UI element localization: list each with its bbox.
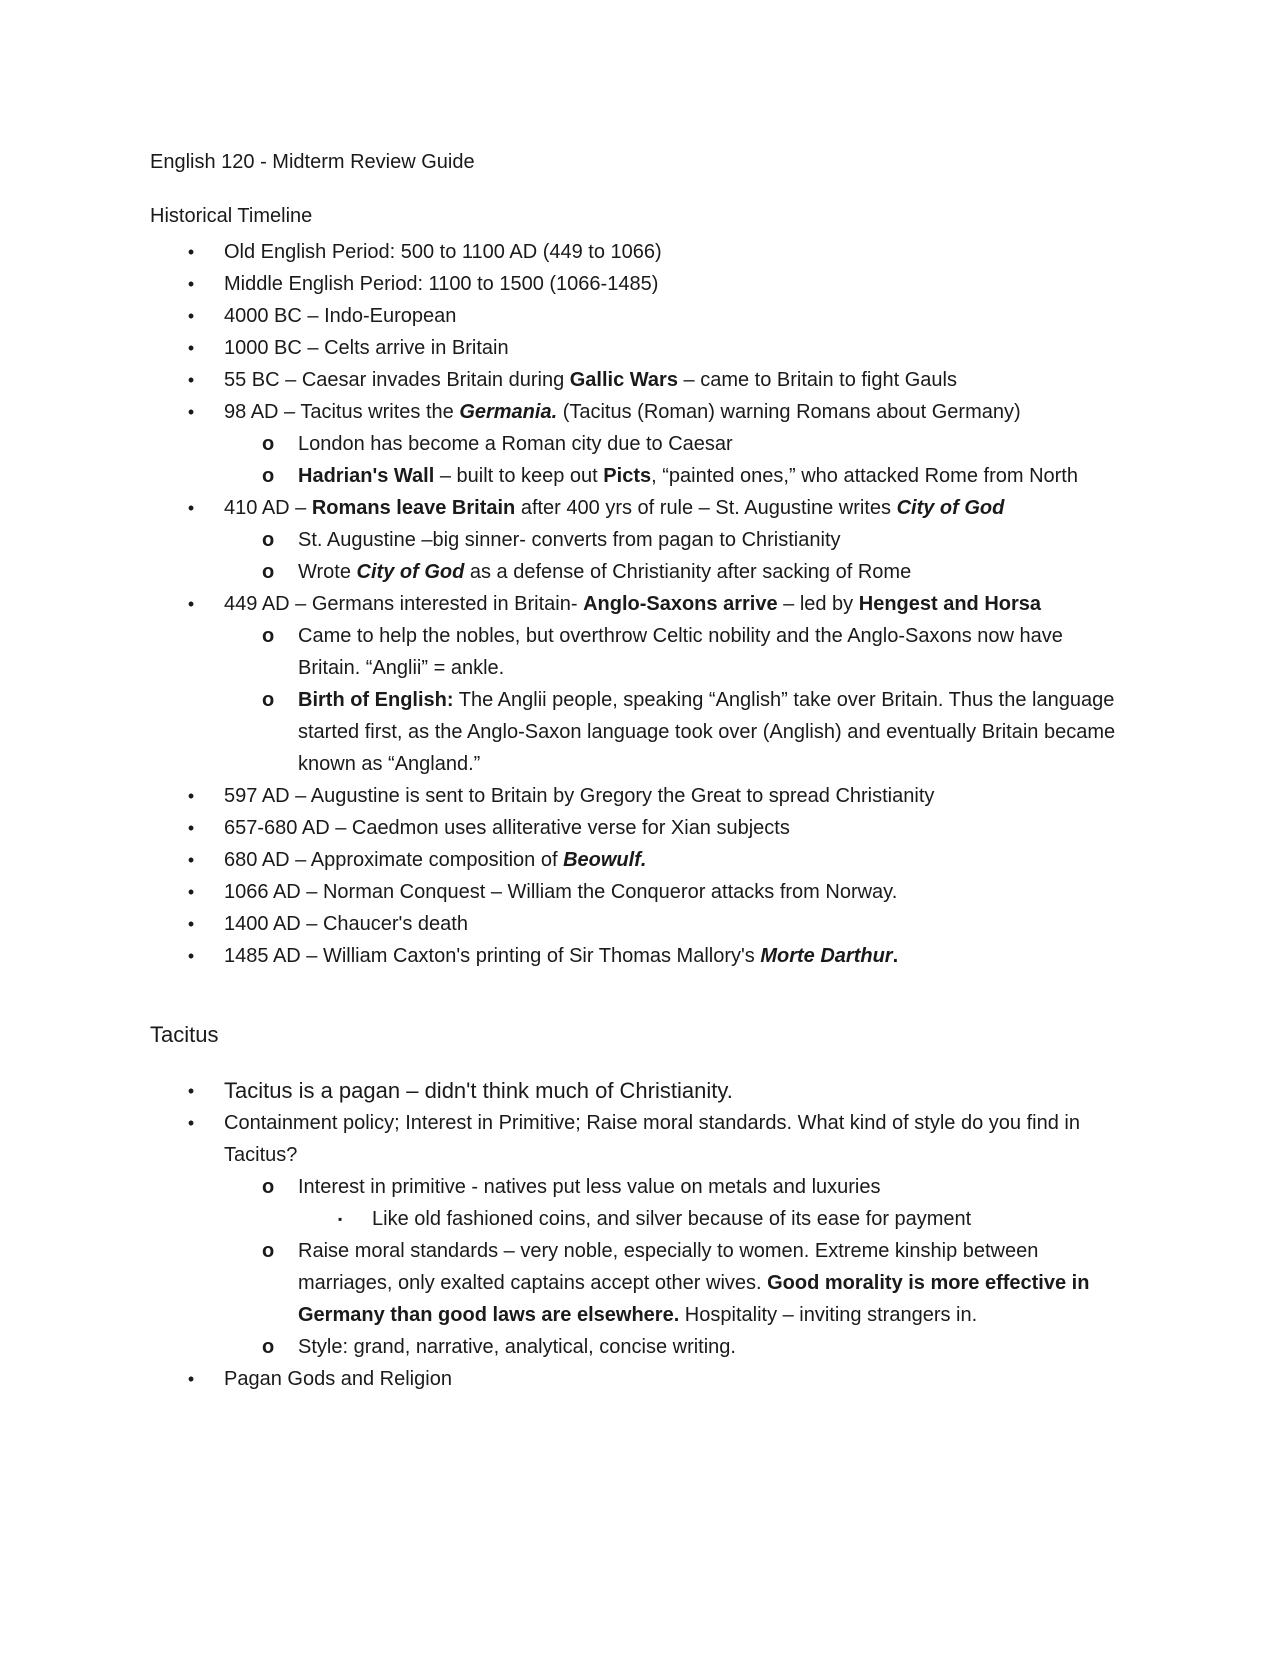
list-item: o Interest in primitive - natives put less value on metals and luxuries ▪ Like old fashioned coins, and silver because of its ease for payment bbox=[224, 1171, 1130, 1235]
sub-list bbox=[224, 524, 1130, 588]
bullet-icon: • bbox=[187, 306, 195, 326]
list-item: • 680 AD – Approximate composition of Beowulf. bbox=[150, 844, 1130, 876]
list-item: • 1485 AD – William Caxton's printing of Sir Thomas Mallory's Morte Darthur. bbox=[150, 940, 1130, 972]
list-item: • 55 BC – Caesar invades Britain during Gallic Wars – came to Britain to fight Gauls bbox=[150, 364, 1130, 396]
square-bullet-icon: ▪ bbox=[338, 1212, 343, 1226]
circle-bullet-icon: o bbox=[262, 625, 275, 647]
bullet-icon: • bbox=[187, 786, 195, 806]
list-item: • Middle English Period: 1100 to 1500 (1066-1485) bbox=[150, 268, 1130, 300]
list-item: o London has become a Roman city due to Caesar bbox=[224, 428, 1130, 460]
list-item: • Pagan Gods and Religion bbox=[150, 1363, 1130, 1395]
bullet-icon: • bbox=[187, 370, 195, 390]
section-heading-historical-timeline: Historical Timeline bbox=[150, 205, 313, 227]
bullet-icon: • bbox=[187, 402, 195, 422]
sub-sub-list bbox=[298, 1203, 1130, 1235]
list-item: • 1066 AD – Norman Conquest – William the Conqueror attacks from Norway. bbox=[150, 876, 1130, 908]
circle-bullet-icon: o bbox=[262, 561, 275, 583]
list-item: • Old English Period: 500 to 1100 AD (449 to 1066) bbox=[150, 236, 1130, 268]
circle-bullet-icon: o bbox=[262, 465, 275, 487]
list-item: o Wrote City of God as a defense of Christianity after sacking of Rome bbox=[224, 556, 1130, 588]
bullet-icon: • bbox=[187, 338, 195, 358]
list-item: ▪ Like old fashioned coins, and silver because of its ease for payment bbox=[298, 1203, 1130, 1235]
list-item: o Hadrian's Wall – built to keep out Picts, “painted ones,” who attacked Rome from North bbox=[224, 460, 1130, 492]
list-item: • 657-680 AD – Caedmon uses alliterative verse for Xian subjects bbox=[150, 812, 1130, 844]
list-item: • 1000 BC – Celts arrive in Britain bbox=[150, 332, 1130, 364]
bullet-icon: • bbox=[187, 882, 195, 902]
bullet-icon: • bbox=[187, 1113, 195, 1133]
list-item: o Raise moral standards – very noble, especially to women. Extreme kinship between marriages, only exalted captains accept other wives. Good morality is more effective in Germany than good laws are elsewhere. Hospitality – inviting strangers in. bbox=[224, 1235, 1130, 1331]
sub-list bbox=[224, 428, 1130, 492]
list-item: • Containment policy; Interest in Primitive; Raise moral standards. What kind of style do you find in Tacitus? o Interest in primitive - natives put less value on metals and luxuries ▪ Like old fashioned coins, and silver because of its ease for payment o Raise moral standards – very noble, especially to women. Extreme kinship between marriages, only exalted captains accept other wives. Good morality is more effective in Germany than good laws are elsewhere. Hospitality – inviting strangers in. o Style: grand, narrative, analytical, concise writing. bbox=[150, 1107, 1130, 1363]
document-title: English 120 - Midterm Review Guide bbox=[150, 151, 475, 173]
bullet-icon: • bbox=[187, 850, 195, 870]
list-item: o Came to help the nobles, but overthrow Celtic nobility and the Anglo-Saxons now have Britain. “Anglii” = ankle. bbox=[224, 620, 1130, 684]
circle-bullet-icon: o bbox=[262, 689, 275, 711]
list-item: • 410 AD – Romans leave Britain after 400 yrs of rule – St. Augustine writes City of God o St. Augustine –big sinner- converts from pagan to Christianity o Wrote City of God as a defense of Christianity after sacking of Rome bbox=[150, 492, 1130, 588]
list-item: o St. Augustine –big sinner- converts from pagan to Christianity bbox=[224, 524, 1130, 556]
list-item: o Style: grand, narrative, analytical, concise writing. bbox=[224, 1331, 1130, 1363]
list-item: • 449 AD – Germans interested in Britain- Anglo-Saxons arrive – led by Hengest and Horsa o Came to help the nobles, but overthrow Celtic nobility and the Anglo-Saxons now have Britain. “Anglii” = ankle. o Birth of English: The Anglii people, speaking “Anglish” take over Britain. Thus the language started first, as the Anglo-Saxon language took over (Anglish) and eventually Britain became known as “Angland.” bbox=[150, 588, 1130, 780]
list-item: • 1400 AD – Chaucer's death bbox=[150, 908, 1130, 940]
bullet-icon: • bbox=[187, 1081, 195, 1101]
circle-bullet-icon: o bbox=[262, 433, 275, 455]
bullet-icon: • bbox=[187, 274, 195, 294]
sub-list bbox=[224, 620, 1130, 780]
bullet-icon: • bbox=[187, 498, 195, 518]
list-item: • 98 AD – Tacitus writes the Germania. (Tacitus (Roman) warning Romans about Germany) o London has become a Roman city due to Caesar o Hadrian's Wall – built to keep out Picts, “painted ones,” who attacked Rome from North bbox=[150, 396, 1130, 492]
bullet-icon: • bbox=[187, 818, 195, 838]
sub-list bbox=[224, 1171, 1130, 1363]
timeline-list bbox=[150, 236, 1130, 972]
list-item: • Tacitus is a pagan – didn't think much of Christianity. bbox=[150, 1075, 1130, 1107]
section-heading-tacitus: Tacitus bbox=[150, 1022, 219, 1047]
bullet-icon: • bbox=[187, 594, 195, 614]
circle-bullet-icon: o bbox=[262, 529, 275, 551]
circle-bullet-icon: o bbox=[262, 1336, 275, 1358]
circle-bullet-icon: o bbox=[262, 1240, 275, 1262]
circle-bullet-icon: o bbox=[262, 1176, 275, 1198]
tacitus-list bbox=[150, 1075, 1130, 1395]
bullet-icon: • bbox=[187, 1369, 195, 1389]
list-item: • 597 AD – Augustine is sent to Britain by Gregory the Great to spread Christianity bbox=[150, 780, 1130, 812]
list-item: o Birth of English: The Anglii people, speaking “Anglish” take over Britain. Thus the language started first, as the Anglo-Saxon language took over (Anglish) and eventually Britain became known as “Angland.” bbox=[224, 684, 1130, 780]
bullet-icon: • bbox=[187, 242, 195, 262]
bullet-icon: • bbox=[187, 914, 195, 934]
bullet-icon: • bbox=[187, 946, 195, 966]
list-item: • 4000 BC – Indo-European bbox=[150, 300, 1130, 332]
